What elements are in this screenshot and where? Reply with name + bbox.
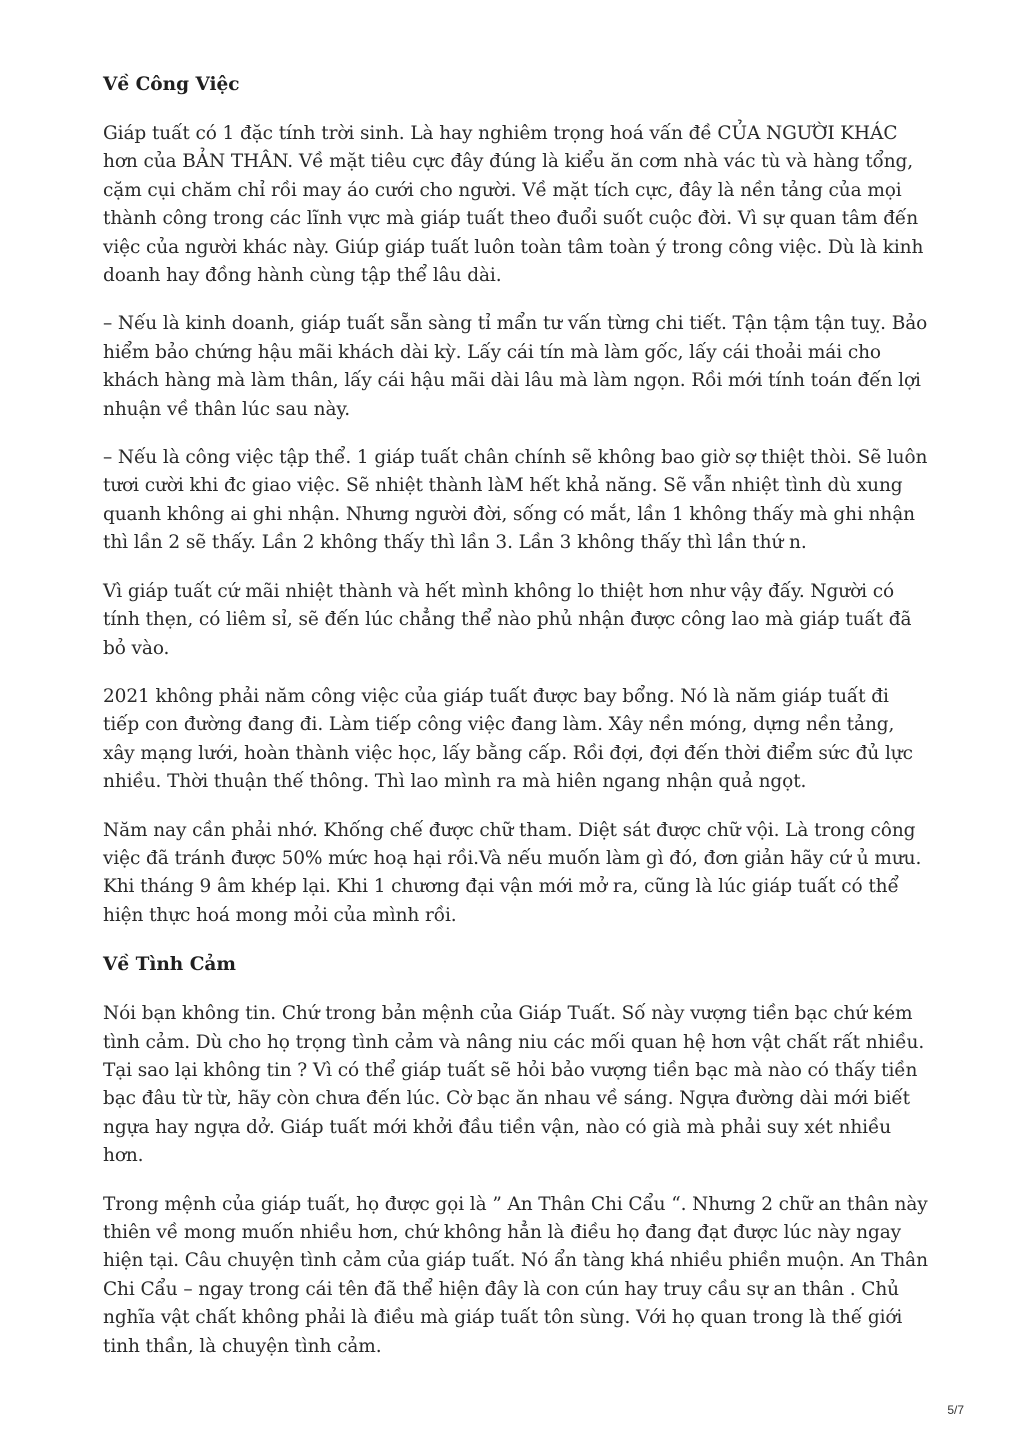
paragraph: Năm nay cần phải nhớ. Khống chế được chữ tham. Diệt sát được chữ vội. Là trong công việc đã tránh được 50% mức hoạ hại rồi.Và nếu muốn làm gì đó, đơn giản hãy cứ ủ mưu. Khi tháng 9 âm khép lại. Khi 1 chương đại vận mới mở ra, cũng là lúc giáp tuất có thể hiện thực hoá mong mỏi của mình rồi. — [103, 819, 922, 926]
paragraph: Giáp tuất có 1 đặc tính trời sinh. Là hay nghiêm trọng hoá vấn đề CỦA NGƯỜI KHÁC hơn của BẢN THÂN. Về mặt tiêu cực đây đúng là kiểu ăn cơm nhà vác tù và hàng tổng, cặm cụi chăm chỉ rồi may áo cưới cho người. Về mặt tích cực, đây là nền tảng của mọi thành công trong các lĩnh vực mà giáp tuất theo đuổi suốt cuộc đời. Vì sự quan tâm đến việc của người khác này. Giúp giáp tuất luôn toàn tâm toàn ý trong công việc. Dù là kinh doanh hay đồng hành cùng tập thể lâu dài. — [103, 123, 924, 287]
paragraph: Vì giáp tuất cứ mãi nhiệt thành và hết mình không lo thiệt hơn như vậy đấy. Người có tính thẹn, có liêm sỉ, sẽ đến lúc chẳng thể nào phủ nhận được công lao mà giáp tuất đã bỏ vào. — [103, 580, 912, 659]
page-number: 5/7 — [947, 1403, 964, 1417]
paragraph: Nói bạn không tin. Chứ trong bản mệnh của Giáp Tuất. Số này vượng tiền bạc chứ kém tình cảm. Dù cho họ trọng tình cảm và nâng niu các mối quan hệ hơn vật chất rất nhiều. Tại sao lại không tin ? Vì có thể giáp tuất sẽ hỏi bảo vượng tiền bạc mà nào có thấy tiền bạc đâu từ từ, hãy còn chưa đến lúc. Cờ bạc ăn nhau về sáng. Ngựa đường dài mới biết ngựa hay ngựa dở. Giáp tuất mới khởi đầu tiền vận, nào có già mà phải suy xét nhiều hơn. — [103, 1003, 925, 1167]
section-heading-tinh-cam: Về Tình Cảm — [103, 954, 236, 976]
paragraph: – Nếu là kinh doanh, giáp tuất sẵn sàng tỉ mẩn tư vấn từng chi tiết. Tận tậm tận tuỵ. Bảo hiểm bảo chứng hậu mãi khách dài kỳ. Lấy cái tín mà làm gốc, lấy cái thoải mái cho khách hàng mà làm thân, lấy cái hậu mãi dài lâu mà làm ngọn. Rồi mới tính toán đến lợi nhuận về thân lúc sau này. — [103, 313, 928, 420]
paragraph: – Nếu là công việc tập thể. 1 giáp tuất chân chính sẽ không bao giờ sợ thiệt thòi. Sẽ luôn tươi cười khi đc giao việc. Sẽ nhiệt thành làM hết khả năng. Sẽ vẫn nhiệt tình dù xung quanh không ai ghi nhận. Nhưng người đời, sống có mắt, lần 1 không thấy mà ghi nhận thì lần 2 sẽ thấy. Lần 2 không thấy thì lần 3. Lần 3 không thấy thì lần thứ n. — [103, 447, 928, 554]
section-heading-cong-viec: Về Công Việc — [103, 74, 240, 95]
paragraph: Trong mệnh của giáp tuất, họ được gọi là ” An Thân Chi Cẩu “. Nhưng 2 chữ an thân này thiên về mong muốn nhiều hơn, chứ không hẳn là điều họ đang đạt được lúc này ngay hiện tại. Câu chuyện tình cảm của giáp tuất. Nó ẩn tàng khá nhiều phiền muộn. An Thân Chi Cẩu – ngay trong cái tên đã thể hiện đây là con cún hay truy cầu sự an thân . Chủ nghĩa vật chất không phải là điều mà giáp tuất tôn sùng. Với họ quan trong là thế giới tinh thần, là chuyện tình cảm. — [103, 1193, 928, 1357]
paragraph: 2021 không phải năm công việc của giáp tuất được bay bổng. Nó là năm giáp tuất đi tiếp con đường đang đi. Làm tiếp công việc đang làm. Xây nền móng, dựng nền tảng, xây mạng lưới, hoàn thành việc học, lấy bằng cấp. Rồi đợi, đợi đến thời điểm sức đủ lực nhiều. Thời thuận thế thông. Thì lao mình ra mà hiên ngang nhận quả ngọt. — [103, 685, 913, 793]
document-body — [103, 70, 928, 1381]
